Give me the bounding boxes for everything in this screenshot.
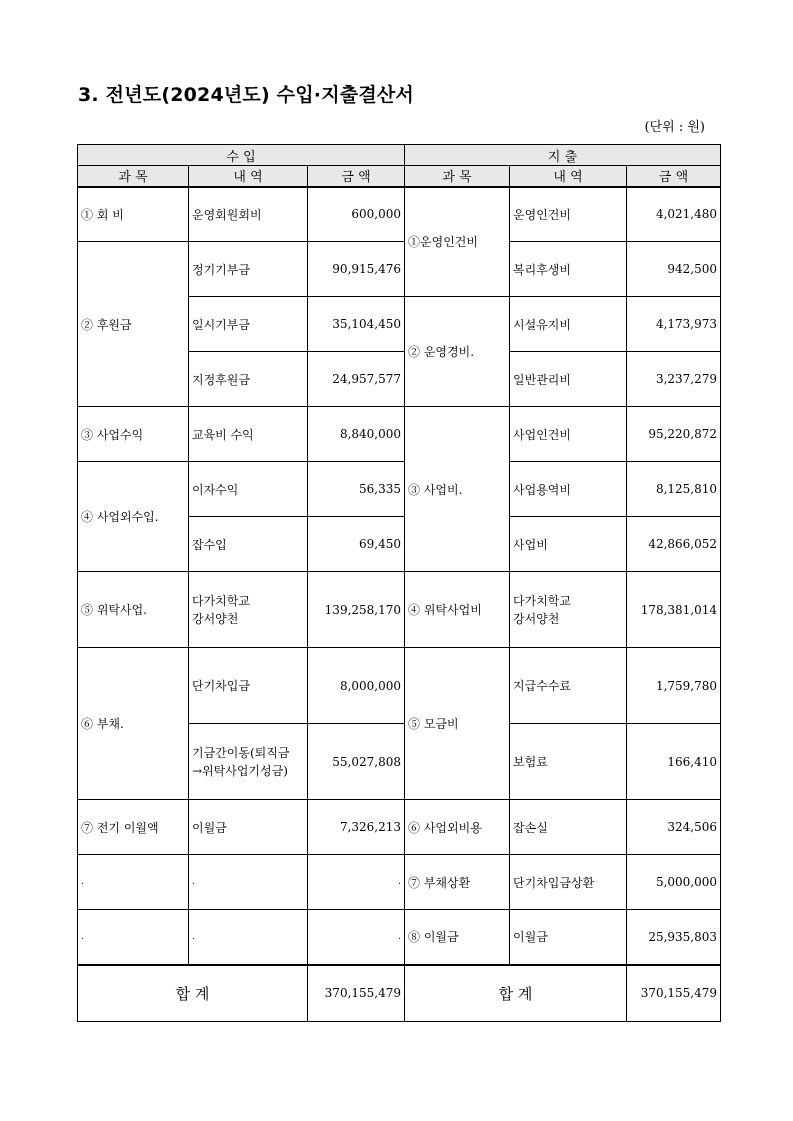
expense-subject: ② 운영경비.	[405, 297, 510, 407]
table-row	[78, 648, 721, 724]
expense-subject: ⑥ 사업외비용	[405, 800, 510, 855]
expense-amount-header: 금 액	[627, 166, 721, 187]
expense-detail: 잡손실	[510, 800, 627, 855]
income-detail: 운영회원회비	[189, 187, 308, 242]
income-amount: 7,326,213	[308, 800, 405, 855]
income-subject: .	[78, 910, 189, 965]
expense-amount: 4,021,480	[627, 187, 721, 242]
income-total-label: 합 계	[78, 965, 308, 1022]
page-title: 3. 전년도(2024년도) 수입·지출결산서	[78, 84, 414, 106]
income-detail-header: 내 역	[189, 166, 308, 187]
income-header: 수 입	[78, 145, 405, 166]
table-row	[78, 242, 721, 297]
income-subject-header: 과 목	[78, 166, 189, 187]
expense-subject: ④ 위탁사업비	[405, 572, 510, 648]
income-amount: 69,450	[308, 517, 405, 572]
table-row	[78, 855, 721, 910]
expense-subject-header: 과 목	[405, 166, 510, 187]
expense-amount: 166,410	[627, 724, 721, 800]
expense-detail: 단기차입금상환	[510, 855, 627, 910]
expense-detail: 복리후생비	[510, 242, 627, 297]
expense-amount: 324,506	[627, 800, 721, 855]
income-amount: 139,258,170	[308, 572, 405, 648]
income-detail: 일시기부금	[189, 297, 308, 352]
expense-amount: 3,237,279	[627, 352, 721, 407]
income-detail: 이자수익	[189, 462, 308, 517]
income-amount: .	[308, 855, 405, 910]
total-row	[78, 965, 721, 1022]
expense-amount: 1,759,780	[627, 648, 721, 724]
income-amount: 24,957,577	[308, 352, 405, 407]
income-amount: 90,915,476	[308, 242, 405, 297]
expense-amount: 42,866,052	[627, 517, 721, 572]
expense-detail: 다가치학교 강서양천	[510, 572, 627, 648]
income-amount: 55,027,808	[308, 724, 405, 800]
expense-subject: ⑤ 모금비	[405, 648, 510, 800]
income-detail: 잡수입	[189, 517, 308, 572]
income-amount: .	[308, 910, 405, 965]
income-subject: ① 회 비	[78, 187, 189, 242]
income-amount: 8,000,000	[308, 648, 405, 724]
income-total-amount: 370,155,479	[308, 965, 405, 1022]
income-subject: ⑤ 위탁사업.	[78, 572, 189, 648]
expense-total-amount: 370,155,479	[627, 965, 721, 1022]
income-detail: 교육비 수익	[189, 407, 308, 462]
income-subject: .	[78, 855, 189, 910]
expense-detail: 사업용역비	[510, 462, 627, 517]
expense-amount: 942,500	[627, 242, 721, 297]
expense-detail: 이월금	[510, 910, 627, 965]
expense-detail-header: 내 역	[510, 166, 627, 187]
expense-subject: ①운영인건비	[405, 187, 510, 297]
income-detail: 기금간이동(퇴직금 →위탁사업기성금)	[189, 724, 308, 800]
expense-amount: 5,000,000	[627, 855, 721, 910]
income-amount: 600,000	[308, 187, 405, 242]
table-row	[78, 800, 721, 855]
expense-amount: 178,381,014	[627, 572, 721, 648]
income-detail: 지정후원금	[189, 352, 308, 407]
table-row	[78, 462, 721, 517]
unit-label: (단위 : 원)	[644, 120, 705, 135]
table-row	[78, 187, 721, 242]
expense-detail: 사업인건비	[510, 407, 627, 462]
table-row	[78, 572, 721, 648]
table-row	[78, 910, 721, 965]
expense-amount: 95,220,872	[627, 407, 721, 462]
expense-amount: 4,173,973	[627, 297, 721, 352]
income-amount: 35,104,450	[308, 297, 405, 352]
expense-detail: 지급수수료	[510, 648, 627, 724]
expense-detail: 사업비	[510, 517, 627, 572]
expense-subject: ③ 사업비.	[405, 407, 510, 572]
settlement-table	[77, 144, 721, 1022]
income-amount: 56,335	[308, 462, 405, 517]
income-detail: .	[189, 855, 308, 910]
expense-detail: 보험료	[510, 724, 627, 800]
expense-subject: ⑧ 이월금	[405, 910, 510, 965]
expense-subject: ⑦ 부채상환	[405, 855, 510, 910]
expense-detail: 일반관리비	[510, 352, 627, 407]
income-subject: ④ 사업외수입.	[78, 462, 189, 572]
expense-detail: 운영인건비	[510, 187, 627, 242]
expense-total-label: 합 계	[405, 965, 627, 1022]
income-detail: 이월금	[189, 800, 308, 855]
expense-header: 지 출	[405, 145, 721, 166]
income-detail: 다가치학교 강서양천	[189, 572, 308, 648]
income-detail: .	[189, 910, 308, 965]
expense-detail: 시설유지비	[510, 297, 627, 352]
income-amount: 8,840,000	[308, 407, 405, 462]
expense-amount: 8,125,810	[627, 462, 721, 517]
income-subject: ⑦ 전기 이월액	[78, 800, 189, 855]
income-amount-header: 금 액	[308, 166, 405, 187]
income-detail: 단기차입금	[189, 648, 308, 724]
income-subject: ⑥ 부채.	[78, 648, 189, 800]
income-detail: 정기기부금	[189, 242, 308, 297]
table-row	[78, 407, 721, 462]
income-subject: ③ 사업수익	[78, 407, 189, 462]
expense-amount: 25,935,803	[627, 910, 721, 965]
income-subject: ② 후원금	[78, 242, 189, 407]
